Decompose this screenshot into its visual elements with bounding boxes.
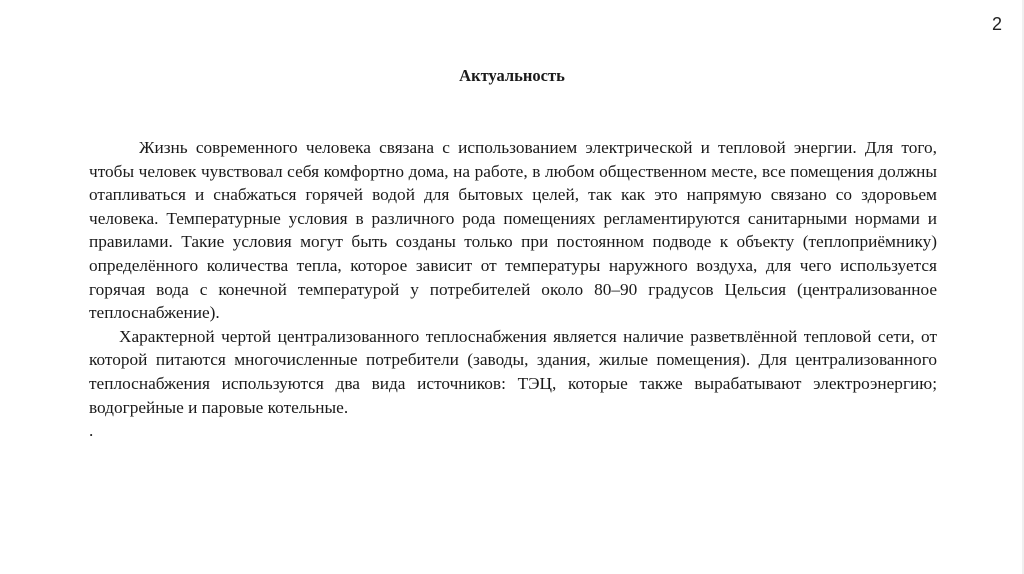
slide-title: Актуальность	[459, 66, 565, 85]
paragraph-1: Жизнь современного человека связана с использованием электрической и тепловой энергии. Для того, чтобы человек чувствовал себя комфортно дома, на работе, в любом общественном месте, все помещения должны отапливаться и снабжаться горячей водой для бытовых целей, так как это напрямую связано со здоровьем человека. Температурные условия в различного рода помещениях регламентируются санитарными нормами и правилами. Такие условия могут быть созданы только при постоянном подводе к объекту (теплоприёмнику) определённого количества тепла, которое зависит от температуры наружного воздуха, для чего используется горячая вода с конечной температурой у потребителей около 80–90 градусов Цельсия (централизованное теплоснабжение).	[89, 138, 937, 323]
page-number: 2	[991, 14, 1002, 34]
body-text	[89, 136, 937, 443]
trailing-dot: .	[89, 421, 94, 441]
paragraph-2: Характерной чертой централизованного теплоснабжения является наличие разветвлённой тепловой сети, от которой питаются многочисленные потребители (заводы, здания, жилые помещения). Для централизованного теплоснабжения используются два вида источников: ТЭЦ, которые также вырабатывают электроэнергию; водогрейные и паровые котельные.	[89, 326, 937, 417]
